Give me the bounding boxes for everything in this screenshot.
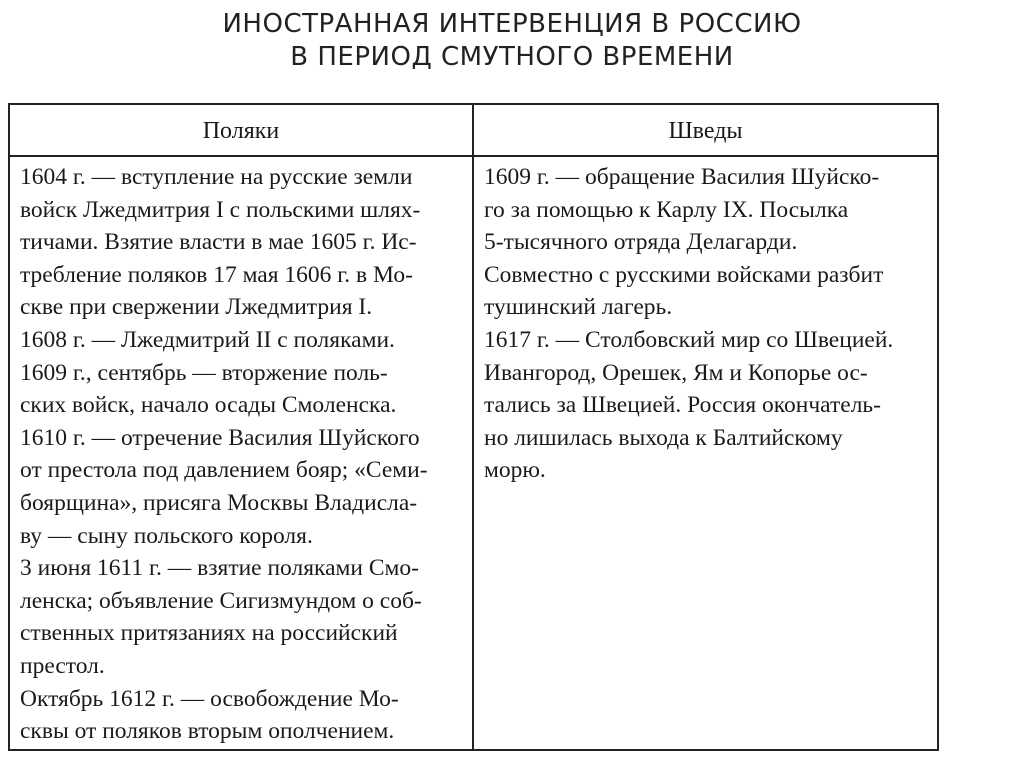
- swedes-cell: [484, 161, 930, 487]
- text-line: ских войск, начало осады Смоленска.: [20, 392, 397, 419]
- text-line: 1604 г. — вступление на русские земли: [20, 164, 413, 190]
- text-line: требление поляков 17 мая 1606 г. в Мо-: [20, 261, 413, 288]
- text-line: сквы от поляков вторым ополчением.: [20, 718, 395, 745]
- text-line: ву — сыну польского короля.: [20, 522, 313, 549]
- title-line-1: ИНОСТРАННАЯ ИНТЕРВЕНЦИЯ В РОССИЮ: [222, 9, 802, 39]
- column-header-poles: Поляки: [202, 118, 280, 144]
- column-header-swedes: Шведы: [668, 118, 743, 144]
- text-line: престол.: [20, 652, 105, 679]
- text-line: тушинский лагерь.: [484, 294, 673, 321]
- page-title: [0, 8, 1024, 74]
- text-line: 1617 г. — Столбовский мир со Швецией.: [484, 326, 894, 353]
- text-line: Ивангород, Орешек, Ям и Копорье ос-: [484, 359, 868, 386]
- text-line: тичами. Взятие власти в мае 1605 г. Ис-: [20, 229, 417, 256]
- text-line: войск Лжедмитрия I с польскими шлях-: [20, 196, 421, 223]
- text-line: ственных притязаниях на российский: [20, 620, 398, 647]
- text-line: 1609 г. — обращение Василия Шуйско-: [484, 164, 880, 190]
- text-line: 5-тысячного отряда Делагарди.: [484, 229, 798, 256]
- text-line: Совместно с русскими войсками разбит: [484, 261, 884, 288]
- text-line: 1608 г. — Лжедмитрий II с поляками.: [20, 326, 395, 353]
- text-line: 1609 г., сентябрь — вторжение поль-: [20, 359, 388, 386]
- text-line: но лишилась выхода к Балтийскому: [484, 424, 843, 451]
- text-line: от престола под давлением бояр; «Семи-: [20, 457, 428, 484]
- text-line: скве при свержении Лжедмитрия I.: [20, 294, 373, 321]
- poles-cell: [20, 161, 466, 748]
- text-line: 3 июня 1611 г. — взятие поляками Смо-: [20, 555, 419, 582]
- text-line: боярщина», присяга Москвы Владисла-: [20, 489, 418, 516]
- text-line: тались за Швецией. Россия окончатель-: [484, 392, 881, 419]
- title-line-2: В ПЕРИОД СМУТНОГО ВРЕМЕНИ: [290, 42, 734, 72]
- text-line: 1610 г. — отречение Василия Шуйского: [20, 424, 420, 451]
- intervention-table: [8, 103, 939, 751]
- text-line: Октябрь 1612 г. — освобождение Мо-: [20, 685, 399, 712]
- column-divider: [472, 105, 474, 749]
- text-line: морю.: [484, 457, 546, 484]
- text-line: ленска; объявление Сигизмундом о соб-: [20, 587, 422, 614]
- text-line: го за помощью к Карлу IX. Посылка: [484, 196, 849, 223]
